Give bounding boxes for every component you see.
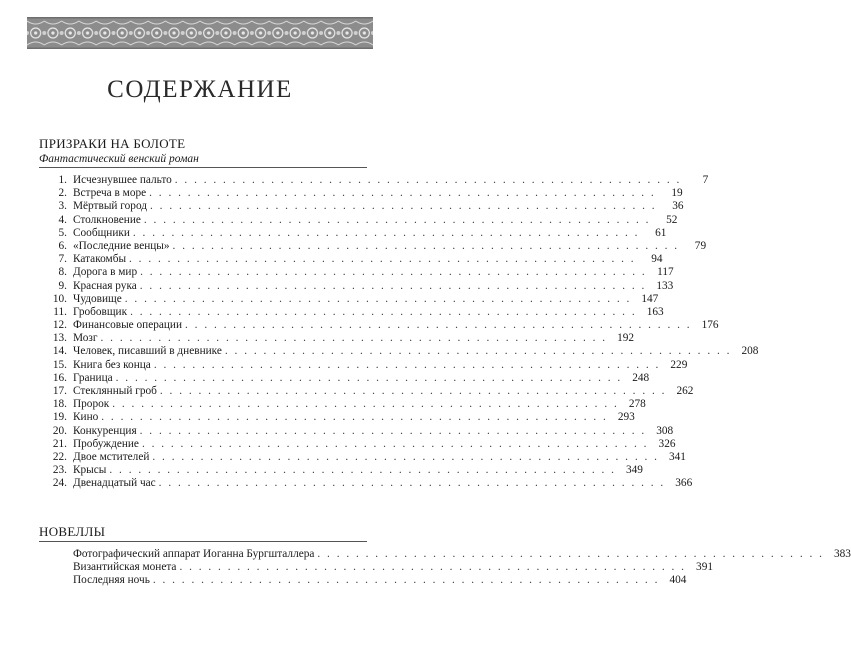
dot-leader: . . . . . . . . . . . . . . . . . . . . . . . . . . . . . . . . . . . . . . . . . . . . . . . . . . . . . (141, 437, 649, 450)
entry-number: 8. (58, 266, 67, 279)
entry-title: Двое мстителей (73, 450, 150, 463)
toc-entry (39, 226, 667, 240)
dot-leader: . . . . . . . . . . . . . . . . . . . . . . . . . . . . . . . . . . . . . . . . . . . . . . . . . . . . . (158, 477, 666, 490)
entry-title: Пророк (73, 398, 110, 411)
entry-page: 208 (741, 345, 759, 358)
entry-number: 16. (52, 371, 67, 384)
entry-page: 383 (833, 548, 851, 560)
toc-entry (39, 319, 719, 332)
toc-entry (39, 464, 643, 477)
entry-page: 278 (628, 398, 646, 411)
dot-leader: . . . . . . . . . . . . . . . . . . . . . . . . . . . . . . . . . . . . . . . . . . . . . . . . . . . . . (152, 450, 659, 463)
toc-entry (39, 174, 709, 187)
toc-entry (39, 398, 646, 411)
divider (39, 167, 367, 168)
entry-title: Последняя ночь (73, 574, 150, 587)
entry-page: 133 (656, 279, 674, 292)
entry-number: 6. (58, 239, 67, 252)
toc-entry (39, 574, 687, 587)
divider (39, 541, 367, 542)
novella-list (39, 548, 851, 588)
entry-page: 293 (617, 411, 635, 424)
toc-entry (39, 200, 684, 213)
dot-leader: . . . . . . . . . . . . . . . . . . . . . . . . . . . . . . . . . . . . . . . . . . . . . . . . . . . . . (152, 574, 660, 587)
dot-leader: . . . . . . . . . . . . . . . . . . . . . . . . . . . . . . . . . . . . . . . . . . . . . . . . . . . . . (112, 398, 619, 411)
entry-title: Сообщники (73, 226, 130, 239)
toc-entry (39, 345, 759, 358)
entry-page: 79 (694, 239, 707, 252)
entry-number: 17. (52, 385, 67, 397)
part1-heading: ПРИЗРАКИ НА БОЛОТЕ (39, 136, 186, 151)
entry-title: Пробуждение (73, 437, 139, 450)
entry-page: 341 (668, 450, 686, 463)
entry-number: 24. (52, 477, 67, 490)
dot-leader: . . . . . . . . . . . . . . . . . . . . . . . . . . . . . . . . . . . . . . . . . . . . . . . . . . . . . (172, 239, 680, 252)
entry-page: 117 (657, 266, 674, 279)
entry-title: Византийская монета (73, 561, 177, 574)
dot-leader: . . . . . . . . . . . . . . . . . . . . . . . . . . . . . . . . . . . . . . . . . . . . . . . . . . . . . (132, 226, 640, 239)
toc-entry (39, 437, 676, 451)
toc-entry (39, 548, 851, 561)
entry-page: 262 (676, 385, 694, 397)
dot-leader: . . . . . . . . . . . . . . . . . . . . . . . . . . . . . . . . . . . . . . . . . . . . . . . . . . . . . (153, 358, 661, 371)
dot-leader: . . . . . . . . . . . . . . . . . . . . . . . . . . . . . . . . . . . . . . . . . . . . . . . . . . . . . (143, 213, 651, 226)
dot-leader: . . . . . . . . . . . . . . . . . . . . . . . . . . . . . . . . . . . . . . . . . . . . . . . . . . . . . (100, 332, 608, 345)
entry-title: «Последние венцы» (73, 239, 170, 252)
entry-title: Стеклянный гроб (73, 385, 157, 397)
entry-page: 326 (658, 437, 676, 450)
entry-number: 11. (53, 305, 67, 318)
page-title: СОДЕРЖАНИЕ (107, 76, 293, 103)
entry-title: Кино (73, 411, 99, 424)
entry-number: 1. (58, 174, 67, 186)
entry-number: 3. (58, 200, 67, 213)
dot-leader: . . . . . . . . . . . . . . . . . . . . . . . . . . . . . . . . . . . . . . . . . . . . . . . . . . . . . (101, 411, 608, 424)
entry-page: 391 (696, 561, 713, 574)
entry-page: 229 (670, 358, 688, 371)
entry-title: Столкновение (73, 213, 141, 226)
entry-title: Крысы (73, 464, 107, 477)
entry-title: Книга без конца (73, 358, 151, 371)
toc-entry (39, 358, 688, 372)
entry-number: 23. (52, 464, 67, 477)
toc-entry (39, 253, 663, 266)
entry-number: 22. (52, 450, 67, 463)
entry-title: Катакомбы (73, 253, 127, 266)
entry-page: 7 (702, 174, 709, 186)
chapter-list (39, 174, 759, 491)
ornamental-banner (27, 17, 373, 49)
toc-entry (39, 477, 693, 490)
entry-page: 61 (655, 226, 667, 239)
dot-leader: . . . . . . . . . . . . . . . . . . . . . . . . . . . . . . . . . . . . . . . . . . . . . . . . . . . . . (174, 174, 682, 186)
entry-number: 5. (58, 226, 67, 239)
entry-title: Граница (73, 371, 113, 384)
entry-title: Встреча в море (73, 187, 147, 200)
toc-entry (39, 371, 650, 385)
entry-number: 9. (58, 279, 67, 292)
dot-leader: . . . . . . . . . . . . . . . . . . . . . . . . . . . . . . . . . . . . . . . . . . . . . . . . . . . . . (140, 266, 647, 279)
entry-number: 15. (52, 358, 67, 371)
entry-number: 7. (58, 253, 67, 266)
toc-entry (39, 424, 674, 438)
toc-entry (39, 385, 694, 398)
entry-page: 36 (672, 200, 684, 213)
dot-leader: . . . . . . . . . . . . . . . . . . . . . . . . . . . . . . . . . . . . . . . . . . . . . . . . . . . . . (115, 371, 623, 384)
entry-title: Чудовище (73, 292, 122, 305)
dot-leader: . . . . . . . . . . . . . . . . . . . . . . . . . . . . . . . . . . . . . . . . . . . . . . . . . . . . . (139, 424, 647, 437)
entry-number: 19. (52, 411, 67, 424)
toc-entry (39, 305, 664, 319)
entry-page: 19 (671, 187, 683, 200)
dot-leader: . . . . . . . . . . . . . . . . . . . . . . . . . . . . . . . . . . . . . . . . . . . . . . . . . . . . . (224, 345, 732, 358)
dot-leader: . . . . . . . . . . . . . . . . . . . . . . . . . . . . . . . . . . . . . . . . . . . . . . . . . . . . . (317, 548, 824, 560)
entry-page: 192 (617, 332, 635, 345)
dot-leader: . . . . . . . . . . . . . . . . . . . . . . . . . . . . . . . . . . . . . . . . . . . . . . . . . . . . . (109, 464, 616, 477)
entry-page: 366 (675, 477, 693, 490)
entry-number: 13. (52, 332, 67, 345)
entry-number: 14. (52, 345, 67, 358)
entry-title: Мозг (73, 332, 98, 345)
entry-title: Гробовщик (73, 305, 128, 318)
entry-page: 52 (666, 213, 678, 226)
entry-number: 10. (52, 292, 67, 305)
part2-heading: НОВЕЛЛЫ (39, 524, 106, 539)
toc-entry (39, 332, 635, 345)
lace-ornament-icon (27, 17, 373, 49)
dot-leader: . . . . . . . . . . . . . . . . . . . . . . . . . . . . . . . . . . . . . . . . . . . . . . . . . . . . . (150, 200, 657, 213)
entry-title: Двенадцатый час (73, 477, 156, 490)
entry-page: 176 (701, 319, 719, 332)
toc-entry (39, 561, 713, 574)
entry-number: 20. (52, 424, 67, 437)
entry-number: 21. (52, 437, 67, 450)
toc-entry (39, 292, 659, 306)
entry-page: 349 (625, 464, 643, 477)
entry-page: 248 (632, 371, 650, 384)
entry-title: Красная рука (73, 279, 137, 292)
entry-title: Человек, писавший в дневнике (73, 345, 222, 358)
toc-entry (39, 450, 686, 464)
entry-title: Конкуренция (73, 424, 137, 437)
entry-number: 4. (58, 213, 67, 226)
entry-page: 404 (669, 574, 687, 587)
entry-page: 163 (646, 305, 664, 318)
dot-leader: . . . . . . . . . . . . . . . . . . . . . . . . . . . . . . . . . . . . . . . . . . . . . . . . . . . . . (159, 385, 667, 397)
toc-entry (39, 279, 674, 293)
entry-number: 18. (52, 398, 67, 411)
entry-title: Финансовые операции (73, 319, 183, 332)
dot-leader: . . . . . . . . . . . . . . . . . . . . . . . . . . . . . . . . . . . . . . . . . . . . . . . . . . . . . (130, 305, 637, 318)
dot-leader: . . . . . . . . . . . . . . . . . . . . . . . . . . . . . . . . . . . . . . . . . . . . . . . . . . . . . (124, 292, 632, 305)
entry-page: 147 (641, 292, 659, 305)
dot-leader: . . . . . . . . . . . . . . . . . . . . . . . . . . . . . . . . . . . . . . . . . . . . . . . . . . . . . (139, 279, 647, 292)
dot-leader: . . . . . . . . . . . . . . . . . . . . . . . . . . . . . . . . . . . . . . . . . . . . . . . . . . . . . (185, 319, 692, 332)
entry-page: 308 (656, 424, 674, 437)
entry-title: Мёртвый город (73, 200, 148, 213)
entry-title: Дорога в мир (73, 266, 138, 279)
toc-entry (39, 411, 635, 424)
dot-leader: . . . . . . . . . . . . . . . . . . . . . . . . . . . . . . . . . . . . . . . . . . . . . . . . . . . . . (129, 253, 636, 266)
entry-title: Исчезнувшее пальто (73, 174, 172, 186)
toc-entry (39, 187, 683, 200)
dot-leader: . . . . . . . . . . . . . . . . . . . . . . . . . . . . . . . . . . . . . . . . . . . . . . . . . . . . . (179, 561, 686, 574)
toc-entry (39, 213, 678, 227)
entry-number: 2. (58, 187, 67, 200)
dot-leader: . . . . . . . . . . . . . . . . . . . . . . . . . . . . . . . . . . . . . . . . . . . . . . . . . . . . . (149, 187, 656, 200)
toc-entry (39, 266, 674, 279)
toc-entry (39, 239, 707, 253)
entry-title: Фотографический аппарат Иоганна Бургшталлера (73, 548, 315, 560)
entry-number: 12. (52, 319, 67, 332)
entry-page: 94 (651, 253, 663, 266)
part1-subtitle: Фантастический венский роман (39, 153, 199, 165)
